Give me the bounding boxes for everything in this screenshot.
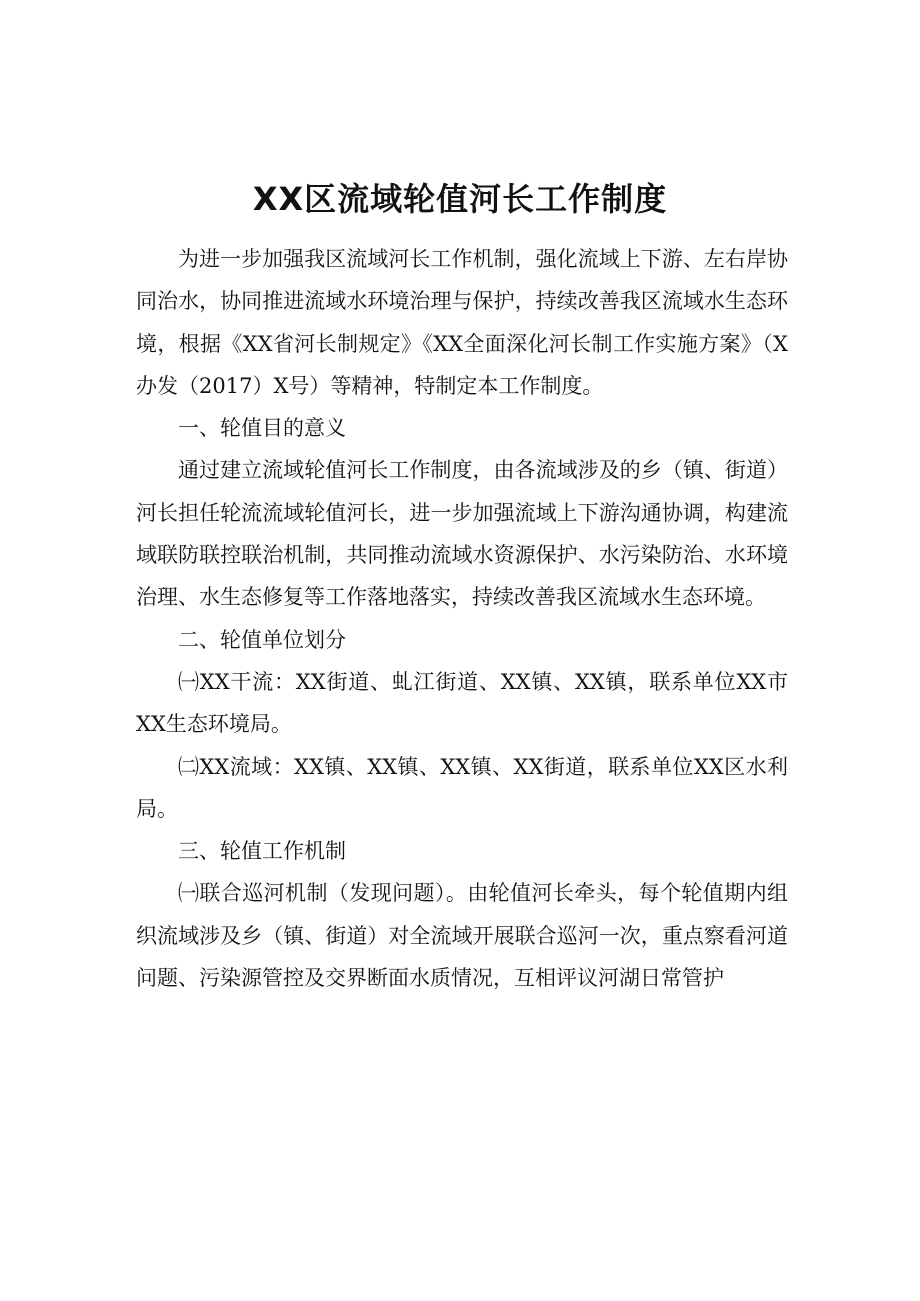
document-body bbox=[136, 238, 788, 999]
section-heading-purpose: 一、轮值目的意义 bbox=[178, 416, 346, 441]
section-heading-mechanism: 三、轮值工作机制 bbox=[178, 839, 346, 864]
intro-paragraph: 为进一步加强我区流域河长工作机制，强化流域上下游、左右岸协同治水，协同推进流域水环境治理与保护，持续改善我区流域水生态环境，根据《XX省河长制规定》《XX全面深化河长制工作实施方案》（X办发（2017）X号）等精神，特制定本工作制度。 bbox=[136, 247, 788, 398]
mechanism-item-1: ㈠联合巡河机制（发现问题）。由轮值河长牵头，每个轮值期内组织流域涉及乡（镇、街道）对全流域开展联合巡河一次，重点察看河道问题、污染源管控及交界断面水质情况，互相评议河湖日常管护 bbox=[136, 881, 788, 991]
units-item-1: ㈠XX干流：XX街道、虬江街道、XX镇、XX镇，联系单位XX市XX生态环境局。 bbox=[136, 669, 788, 737]
document-title: XX区流域轮值河长工作制度 bbox=[252, 180, 668, 218]
units-item-2: ㈡XX流域：XX镇、XX镇、XX镇、XX街道，联系单位XX区水利局。 bbox=[136, 754, 788, 821]
purpose-paragraph: 通过建立流域轮值河长工作制度，由各流域涉及的乡（镇、街道）河长担任轮流流域轮值河长，进一步加强流域上下游沟通协调，构建流域联防联控联治机制，共同推动流域水资源保护、水污染防治、水环境治理、水生态修复等工作落地落实，持续改善我区流域水生态环境。 bbox=[136, 458, 788, 610]
section-heading-units: 二、轮值单位划分 bbox=[178, 627, 346, 652]
